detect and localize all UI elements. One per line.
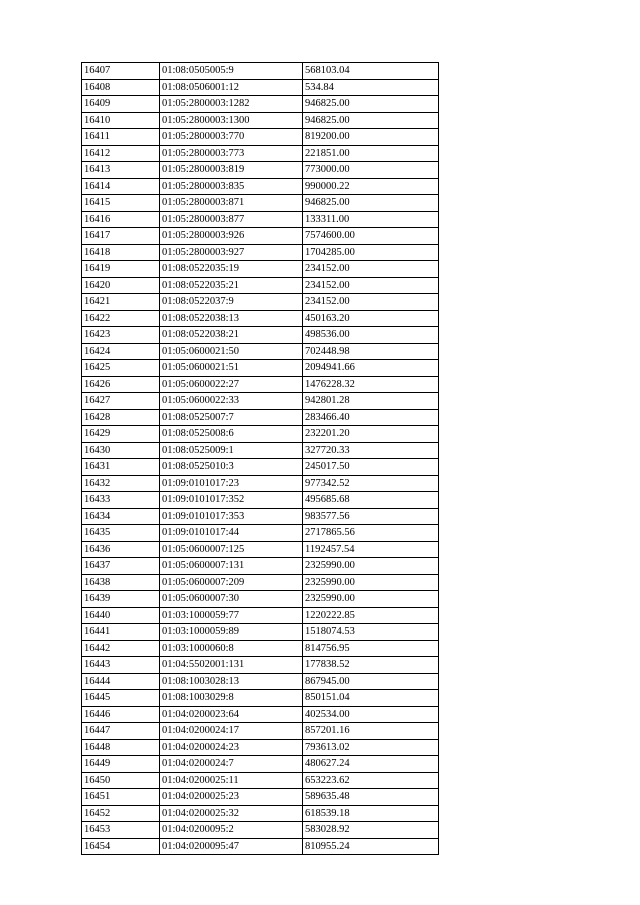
table-body	[82, 63, 439, 855]
table-row	[82, 591, 439, 608]
row-number-cell: 16446	[82, 706, 160, 723]
table-row	[82, 723, 439, 740]
table-row	[82, 805, 439, 822]
value-cell: 983577.56	[303, 508, 439, 525]
cadastral-number-cell: 01:04:0200025:23	[160, 789, 303, 806]
table-row	[82, 112, 439, 129]
row-number-cell: 16434	[82, 508, 160, 525]
cadastral-number-cell: 01:08:0525008:6	[160, 426, 303, 443]
value-cell: 618539.18	[303, 805, 439, 822]
cadastral-number-cell: 01:03:1000060:8	[160, 640, 303, 657]
cadastral-number-cell: 01:05:0600022:33	[160, 393, 303, 410]
table-row	[82, 624, 439, 641]
table-row	[82, 178, 439, 195]
row-number-cell: 16449	[82, 756, 160, 773]
value-cell: 498536.00	[303, 327, 439, 344]
row-number-cell: 16440	[82, 607, 160, 624]
cadastral-number-cell: 01:08:1003029:8	[160, 690, 303, 707]
row-number-cell: 16441	[82, 624, 160, 641]
row-number-cell: 16427	[82, 393, 160, 410]
table-row	[82, 228, 439, 245]
cadastral-number-cell: 01:04:0200024:7	[160, 756, 303, 773]
table-row	[82, 261, 439, 278]
data-table	[81, 62, 439, 855]
cadastral-number-cell: 01:05:0600022:27	[160, 376, 303, 393]
row-number-cell: 16445	[82, 690, 160, 707]
value-cell: 814756.95	[303, 640, 439, 657]
value-cell: 946825.00	[303, 112, 439, 129]
cadastral-number-cell: 01:04:0200025:32	[160, 805, 303, 822]
cadastral-number-cell: 01:05:0600021:50	[160, 343, 303, 360]
value-cell: 946825.00	[303, 195, 439, 212]
table-row	[82, 607, 439, 624]
table-row	[82, 211, 439, 228]
cadastral-number-cell: 01:05:2800003:1300	[160, 112, 303, 129]
value-cell: 1220222.85	[303, 607, 439, 624]
cadastral-number-cell: 01:05:2800003:770	[160, 129, 303, 146]
table-row	[82, 690, 439, 707]
table-row	[82, 673, 439, 690]
cadastral-number-cell: 01:04:0200095:47	[160, 838, 303, 855]
value-cell: 177838.52	[303, 657, 439, 674]
row-number-cell: 16438	[82, 574, 160, 591]
table-row	[82, 558, 439, 575]
table-row	[82, 640, 439, 657]
row-number-cell: 16412	[82, 145, 160, 162]
table-row	[82, 63, 439, 80]
table-row	[82, 475, 439, 492]
cadastral-number-cell: 01:08:0522035:21	[160, 277, 303, 294]
row-number-cell: 16419	[82, 261, 160, 278]
table-row	[82, 360, 439, 377]
cadastral-number-cell: 01:08:0522038:21	[160, 327, 303, 344]
cadastral-number-cell: 01:08:0522035:19	[160, 261, 303, 278]
value-cell: 234152.00	[303, 294, 439, 311]
cadastral-number-cell: 01:05:2800003:1282	[160, 96, 303, 113]
row-number-cell: 16450	[82, 772, 160, 789]
row-number-cell: 16430	[82, 442, 160, 459]
cadastral-number-cell: 01:08:0525007:7	[160, 409, 303, 426]
row-number-cell: 16409	[82, 96, 160, 113]
cadastral-number-cell: 01:05:2800003:819	[160, 162, 303, 179]
table-row	[82, 244, 439, 261]
cadastral-number-cell: 01:05:0600007:125	[160, 541, 303, 558]
cadastral-number-cell: 01:08:1003028:13	[160, 673, 303, 690]
table-row	[82, 310, 439, 327]
cadastral-number-cell: 01:05:2800003:877	[160, 211, 303, 228]
row-number-cell: 16407	[82, 63, 160, 80]
row-number-cell: 16444	[82, 673, 160, 690]
table-row	[82, 739, 439, 756]
row-number-cell: 16416	[82, 211, 160, 228]
value-cell: 942801.28	[303, 393, 439, 410]
cadastral-number-cell: 01:05:2800003:773	[160, 145, 303, 162]
row-number-cell: 16410	[82, 112, 160, 129]
cadastral-number-cell: 01:09:0101017:352	[160, 492, 303, 509]
row-number-cell: 16420	[82, 277, 160, 294]
row-number-cell: 16414	[82, 178, 160, 195]
value-cell: 1476228.32	[303, 376, 439, 393]
value-cell: 977342.52	[303, 475, 439, 492]
value-cell: 327720.33	[303, 442, 439, 459]
cadastral-number-cell: 01:04:0200024:17	[160, 723, 303, 740]
row-number-cell: 16448	[82, 739, 160, 756]
cadastral-number-cell: 01:08:0506001:12	[160, 79, 303, 96]
value-cell: 7574600.00	[303, 228, 439, 245]
row-number-cell: 16436	[82, 541, 160, 558]
row-number-cell: 16454	[82, 838, 160, 855]
value-cell: 402534.00	[303, 706, 439, 723]
cadastral-number-cell: 01:04:5502001:131	[160, 657, 303, 674]
cadastral-number-cell: 01:04:0200025:11	[160, 772, 303, 789]
cadastral-number-cell: 01:08:0525009:1	[160, 442, 303, 459]
value-cell: 234152.00	[303, 261, 439, 278]
value-cell: 221851.00	[303, 145, 439, 162]
value-cell: 234152.00	[303, 277, 439, 294]
row-number-cell: 16413	[82, 162, 160, 179]
table-row	[82, 376, 439, 393]
row-number-cell: 16442	[82, 640, 160, 657]
value-cell: 653223.62	[303, 772, 439, 789]
row-number-cell: 16453	[82, 822, 160, 839]
value-cell: 133311.00	[303, 211, 439, 228]
row-number-cell: 16429	[82, 426, 160, 443]
table-row	[82, 541, 439, 558]
table-row	[82, 508, 439, 525]
row-number-cell: 16432	[82, 475, 160, 492]
value-cell: 1192457.54	[303, 541, 439, 558]
value-cell: 589635.48	[303, 789, 439, 806]
row-number-cell: 16428	[82, 409, 160, 426]
row-number-cell: 16418	[82, 244, 160, 261]
cadastral-number-cell: 01:08:0522037:9	[160, 294, 303, 311]
table-row	[82, 789, 439, 806]
table-row	[82, 657, 439, 674]
value-cell: 2094941.66	[303, 360, 439, 377]
table-row	[82, 756, 439, 773]
row-number-cell: 16417	[82, 228, 160, 245]
cadastral-number-cell: 01:08:0522038:13	[160, 310, 303, 327]
table-row	[82, 96, 439, 113]
cadastral-number-cell: 01:05:0600007:30	[160, 591, 303, 608]
value-cell: 867945.00	[303, 673, 439, 690]
value-cell: 2325990.00	[303, 591, 439, 608]
value-cell: 990000.22	[303, 178, 439, 195]
row-number-cell: 16447	[82, 723, 160, 740]
value-cell: 857201.16	[303, 723, 439, 740]
value-cell: 2717865.56	[303, 525, 439, 542]
value-cell: 283466.40	[303, 409, 439, 426]
table-row	[82, 277, 439, 294]
value-cell: 583028.92	[303, 822, 439, 839]
value-cell: 534.84	[303, 79, 439, 96]
row-number-cell: 16435	[82, 525, 160, 542]
value-cell: 495685.68	[303, 492, 439, 509]
table-row	[82, 393, 439, 410]
row-number-cell: 16433	[82, 492, 160, 509]
value-cell: 480627.24	[303, 756, 439, 773]
value-cell: 773000.00	[303, 162, 439, 179]
row-number-cell: 16439	[82, 591, 160, 608]
row-number-cell: 16451	[82, 789, 160, 806]
cadastral-number-cell: 01:04:0200023:64	[160, 706, 303, 723]
value-cell: 850151.04	[303, 690, 439, 707]
row-number-cell: 16422	[82, 310, 160, 327]
value-cell: 810955.24	[303, 838, 439, 855]
cadastral-number-cell: 01:09:0101017:353	[160, 508, 303, 525]
value-cell: 1704285.00	[303, 244, 439, 261]
table-row	[82, 525, 439, 542]
row-number-cell: 16431	[82, 459, 160, 476]
cadastral-number-cell: 01:04:0200095:2	[160, 822, 303, 839]
row-number-cell: 16415	[82, 195, 160, 212]
cadastral-number-cell: 01:08:0505005:9	[160, 63, 303, 80]
value-cell: 245017.50	[303, 459, 439, 476]
table-row	[82, 343, 439, 360]
table-row	[82, 838, 439, 855]
value-cell: 450163.20	[303, 310, 439, 327]
value-cell: 232201.20	[303, 426, 439, 443]
value-cell: 819200.00	[303, 129, 439, 146]
cadastral-number-cell: 01:08:0525010:3	[160, 459, 303, 476]
table-row	[82, 79, 439, 96]
value-cell: 2325990.00	[303, 558, 439, 575]
cadastral-number-cell: 01:03:1000059:89	[160, 624, 303, 641]
cadastral-number-cell: 01:04:0200024:23	[160, 739, 303, 756]
cadastral-number-cell: 01:09:0101017:23	[160, 475, 303, 492]
row-number-cell: 16443	[82, 657, 160, 674]
row-number-cell: 16426	[82, 376, 160, 393]
cadastral-number-cell: 01:05:0600021:51	[160, 360, 303, 377]
table-row	[82, 129, 439, 146]
table-row	[82, 195, 439, 212]
table-row	[82, 442, 439, 459]
row-number-cell: 16408	[82, 79, 160, 96]
table-row	[82, 459, 439, 476]
table-row	[82, 409, 439, 426]
table-row	[82, 574, 439, 591]
row-number-cell: 16424	[82, 343, 160, 360]
table-row	[82, 327, 439, 344]
cadastral-number-cell: 01:05:2800003:871	[160, 195, 303, 212]
row-number-cell: 16421	[82, 294, 160, 311]
table-row	[82, 426, 439, 443]
table-row	[82, 492, 439, 509]
value-cell: 793613.02	[303, 739, 439, 756]
cadastral-number-cell: 01:03:1000059:77	[160, 607, 303, 624]
cadastral-number-cell: 01:09:0101017:44	[160, 525, 303, 542]
table-row	[82, 162, 439, 179]
cadastral-number-cell: 01:05:0600007:209	[160, 574, 303, 591]
row-number-cell: 16437	[82, 558, 160, 575]
value-cell: 1518074.53	[303, 624, 439, 641]
row-number-cell: 16411	[82, 129, 160, 146]
row-number-cell: 16425	[82, 360, 160, 377]
cadastral-number-cell: 01:05:2800003:835	[160, 178, 303, 195]
row-number-cell: 16452	[82, 805, 160, 822]
cadastral-number-cell: 01:05:2800003:926	[160, 228, 303, 245]
table-row	[82, 822, 439, 839]
table-row	[82, 294, 439, 311]
value-cell: 2325990.00	[303, 574, 439, 591]
table-row	[82, 145, 439, 162]
row-number-cell: 16423	[82, 327, 160, 344]
value-cell: 568103.04	[303, 63, 439, 80]
cadastral-number-cell: 01:05:0600007:131	[160, 558, 303, 575]
table-row	[82, 706, 439, 723]
value-cell: 946825.00	[303, 96, 439, 113]
value-cell: 702448.98	[303, 343, 439, 360]
table-row	[82, 772, 439, 789]
cadastral-number-cell: 01:05:2800003:927	[160, 244, 303, 261]
